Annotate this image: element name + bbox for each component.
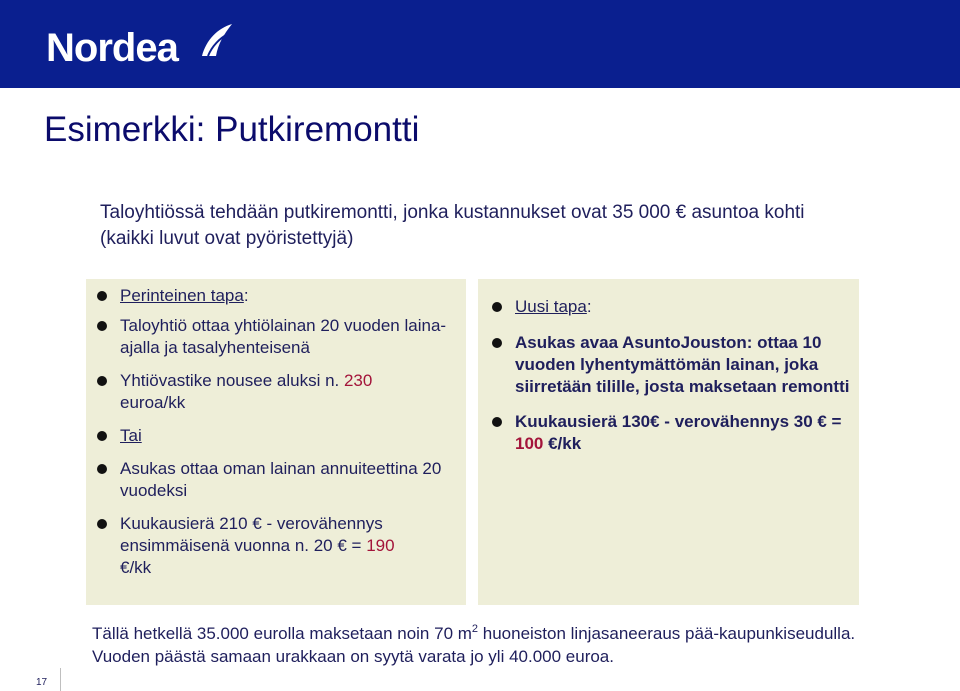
- intro-text: Taloyhtiössä tehdään putkiremontti, jonka kustannukset ovat 35 000 € asuntoa kohti (kaikki luvut ovat pyöristettyjä): [100, 202, 805, 249]
- bullet-icon: [97, 376, 107, 386]
- list-item: Taloyhtiö ottaa yhtiölainan 20 vuoden laina-ajalla ja tasalyhenteisenä: [95, 315, 455, 359]
- list-item: Asukas avaa AsuntoJouston: ottaa 10 vuoden lyhentymättömän lainan, joka siirretään tilille, josta maksetaan remontti: [490, 332, 850, 398]
- list-item: Kuukausierä 130€ - verovähennys 30 € = 100 €/kk: [490, 411, 850, 455]
- or-label: Tai: [120, 426, 142, 445]
- new-method-box: [478, 279, 859, 605]
- header-bar: [0, 0, 960, 88]
- highlight-value: 230: [343, 371, 373, 390]
- list-item: Kuukausierä 210 € - verovähennys ensimmäisenä vuonna n. 20 € = 190 €/kk: [95, 513, 455, 579]
- footer-note: Tällä hetkellä 35.000 eurolla maksetaan noin 70 $m^2$ huoneiston linjasaneeraus pää-kaupunkiseudulla. Vuoden päästä samaan urakkaan on syytä varata jo yli 40.000 euroa.: [92, 623, 856, 666]
- bullet-icon: [492, 417, 502, 427]
- nordea-logo: [46, 18, 246, 72]
- page-number: 17: [36, 677, 48, 688]
- logo-text: Nordea: [46, 26, 178, 70]
- highlight-value: 190: [366, 536, 395, 555]
- list-item: Asukas ottaa oman lainan annuiteettina 20 vuodeksi: [95, 458, 455, 502]
- highlight-value: 100: [515, 434, 544, 453]
- bullet-icon: [492, 338, 502, 348]
- page-title: Esimerkki: Putkiremontti: [44, 110, 420, 149]
- bullet-icon: [97, 431, 107, 441]
- divider: [60, 668, 61, 691]
- bullet-icon: [97, 321, 107, 331]
- list-item: Yhtiövastike nousee aluksi n. 230 euroa/kk: [95, 370, 455, 414]
- new-method-heading: Uusi tapa: [515, 297, 587, 316]
- traditional-heading: Perinteinen tapa: [120, 286, 244, 305]
- bullet-icon: [97, 291, 107, 301]
- list-item: Uusi tapa:: [490, 296, 850, 318]
- bullet-icon: [492, 302, 502, 312]
- sail-icon: [198, 22, 234, 58]
- bullet-icon: [97, 464, 107, 474]
- list-item: Perinteinen tapa:: [95, 285, 455, 307]
- list-item: [95, 425, 455, 447]
- traditional-method-box: [86, 279, 466, 605]
- bullet-icon: [97, 519, 107, 529]
